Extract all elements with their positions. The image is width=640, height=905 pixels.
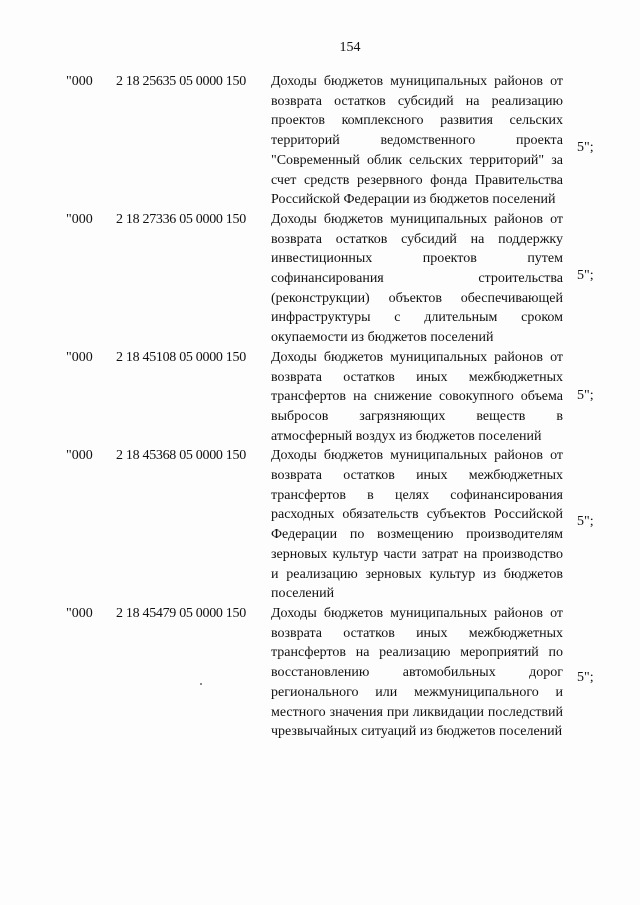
entry-tail: 5"; — [577, 267, 594, 283]
list-item — [0, 348, 640, 447]
entry-tail: 5"; — [577, 514, 594, 530]
admin-code: "000 — [66, 605, 93, 621]
budget-classification-code: 2 18 27336 05 0000 150 — [116, 211, 246, 227]
admin-code: "000 — [66, 211, 93, 227]
budget-classification-code: 2 18 25635 05 0000 150 — [116, 74, 246, 89]
budget-classification-code: 2 18 45108 05 0000 150 — [116, 349, 246, 365]
income-description: Доходы бюджетов муниципальных районов от возврата остатков субсидий на реализацию проектов комплексного развития сельских территорий ведомственного проекта "Современный облик сельских территорий" за счет средств резервного фонда Правительства Российской Федерации из бюджетов поселений — [271, 74, 563, 208]
admin-code: "000 — [66, 74, 93, 89]
admin-code: "000 — [66, 448, 93, 464]
budget-classification-code: 2 18 45368 05 0000 150 — [116, 448, 246, 464]
list-item — [0, 446, 640, 604]
entry-tail: 5"; — [577, 669, 594, 685]
budget-classification-code: 2 18 45479 05 0000 150 — [116, 605, 246, 621]
list-item — [0, 604, 640, 742]
income-description: Доходы бюджетов муниципальных районов от возврата остатков иных межбюджетных трансфертов на реализацию мероприятий по восстановлению автомобильных дорог регионального или межмуниципального и местного значения при ликвидации последствий чрезвычайных ситуаций из бюджетов поселений — [271, 605, 563, 740]
scan-speck — [200, 683, 202, 685]
admin-code: "000 — [66, 349, 93, 365]
income-description: Доходы бюджетов муниципальных районов от возврата остатков иных межбюджетных трансфертов в целях софинансирования расходных обязательств субъектов Российской Федерации по возмещению производителям зерновых культур части затрат на производство и реализацию зерновых культур из бюджетов поселений — [271, 448, 563, 602]
income-description: Доходы бюджетов муниципальных районов от возврата остатков иных межбюджетных трансфертов на снижение совокупного объема выбросов загрязняющих веществ в атмосферный воздух из бюджетов поселений — [271, 349, 563, 444]
budget-code-list — [0, 72, 640, 742]
income-description: Доходы бюджетов муниципальных районов от возврата остатков субсидий на поддержку инвестиционных проектов путем софинансирования строительства (реконструкции) объектов обеспечивающей инфраструктуры с длительным сроком окупаемости из бюджетов поселений — [271, 211, 563, 346]
list-item — [0, 72, 640, 210]
page-number: 154 — [339, 40, 361, 55]
list-item — [0, 210, 640, 348]
entry-tail: 5"; — [577, 140, 594, 155]
entry-tail: 5"; — [577, 387, 594, 403]
